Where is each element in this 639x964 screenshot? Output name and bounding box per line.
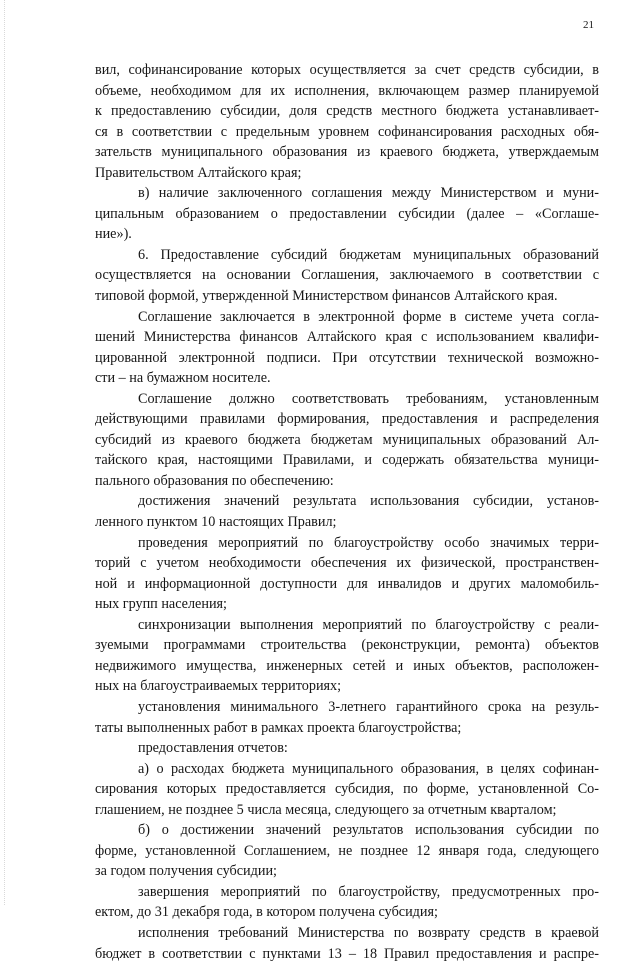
text-line: за годом получения субсидии; (95, 863, 277, 880)
text-line: б) о достижении значений результатов использования субсидии по (138, 822, 599, 839)
text-line: ся в соответствии с предельным уровнем софинансирования расходных обя- (95, 123, 599, 140)
text-line: достижения значений результата использования субсидии, установ- (138, 493, 599, 510)
text-line: тайского края, настоящими Правилами, и содержать обязательства муници- (95, 452, 599, 469)
text-line: цированной электронной подписи. При отсутствии технической возможно- (95, 349, 599, 366)
text-line: объеме, необходимом для их исполнения, включающем размер планируемой (95, 82, 599, 99)
text-line: осуществляется на основании Соглашения, заключаемого в соответствии с (95, 267, 599, 284)
text-line: установления минимального 3-летнего гарантийного срока на резуль- (138, 698, 599, 715)
text-line: действующими правилами формирования, предоставления и распределения (95, 411, 599, 428)
body-text (95, 60, 599, 964)
text-line: глашением, не позднее 5 числа месяца, следующего за отчетным кварталом; (95, 801, 557, 818)
text-line: ных групп населения; (95, 596, 228, 613)
text-line: Соглашение заключается в электронной форме в системе учета согла- (138, 308, 599, 325)
text-line: вил, софинансирование которых осуществляется за счет средств субсидии, в (95, 62, 599, 78)
text-line: к предоставлению субсидии, доля средств местного бюджета устанавливает- (95, 103, 599, 120)
text-line: сти – на бумажном носителе. (95, 370, 271, 387)
text-line: Правительством Алтайского края; (95, 164, 302, 181)
text-line: бюджет в соответствии с пунктами 13 – 18 Правил предоставления и распре- (95, 945, 599, 962)
text-line: 6. Предоставление субсидий бюджетам муниципальных образований (138, 246, 599, 263)
text-line: зательств муниципального образования из краевого бюджета, утверждаемым (95, 144, 599, 161)
text-line: шений Министерства финансов Алтайского края с использованием квалифи- (95, 329, 599, 346)
text-line: исполнения требований Министерства по возврату средств в краевой (138, 924, 599, 941)
text-line: таты выполненных работ в рамках проекта благоустройства; (95, 719, 462, 736)
text-line: проведения мероприятий по благоустройству особо значимых терри- (138, 534, 599, 551)
text-line: а) о расходах бюджета муниципального образования, в целях софинан- (138, 760, 599, 777)
scan-margin-line (4, 0, 5, 905)
text-line: ных на благоустраиваемых территориях; (95, 678, 342, 695)
text-line: синхронизации выполнения мероприятий по благоустройству с реали- (138, 616, 599, 633)
page-number: 21 (583, 19, 594, 31)
text-line: ектом, до 31 декабря года, в котором получена субсидия; (95, 904, 438, 921)
text-line: пального образования по обеспечению: (95, 472, 334, 489)
text-line: ние»). (95, 226, 132, 243)
text-line: сирования которых предоставляется субсидия, по форме, установленной Со- (95, 781, 599, 798)
text-line: зуемыми программами строительства (реконструкции, ремонта) объектов (95, 637, 599, 654)
text-line: Соглашение должно соответствовать требованиям, установленным (138, 390, 599, 407)
text-line: ленного пунктом 10 настоящих Правил; (95, 514, 337, 531)
text-line: завершения мероприятий по благоустройству, предусмотренных про- (138, 883, 599, 900)
text-line: субсидий из краевого бюджета бюджетам муниципальных образований Ал- (95, 431, 599, 448)
text-line: недвижимого имущества, инженерных сетей и иных объектов, расположен- (95, 657, 599, 674)
text-line: ципальным образованием о предоставлении субсидии (далее – «Соглаше- (95, 205, 599, 222)
text-line: торий с учетом необходимости обеспечения их физической, пространствен- (95, 555, 599, 572)
text-line: ной и информационной доступности для инвалидов и других маломобиль- (95, 575, 599, 592)
text-line: предоставления отчетов: (138, 740, 288, 757)
text-line: форме, установленной Соглашением, не позднее 12 января года, следующего (95, 842, 599, 859)
text-line: в) наличие заключенного соглашения между Министерством и муни- (138, 185, 599, 202)
text-line: типовой формой, утвержденной Министерством финансов Алтайского края. (95, 288, 558, 305)
